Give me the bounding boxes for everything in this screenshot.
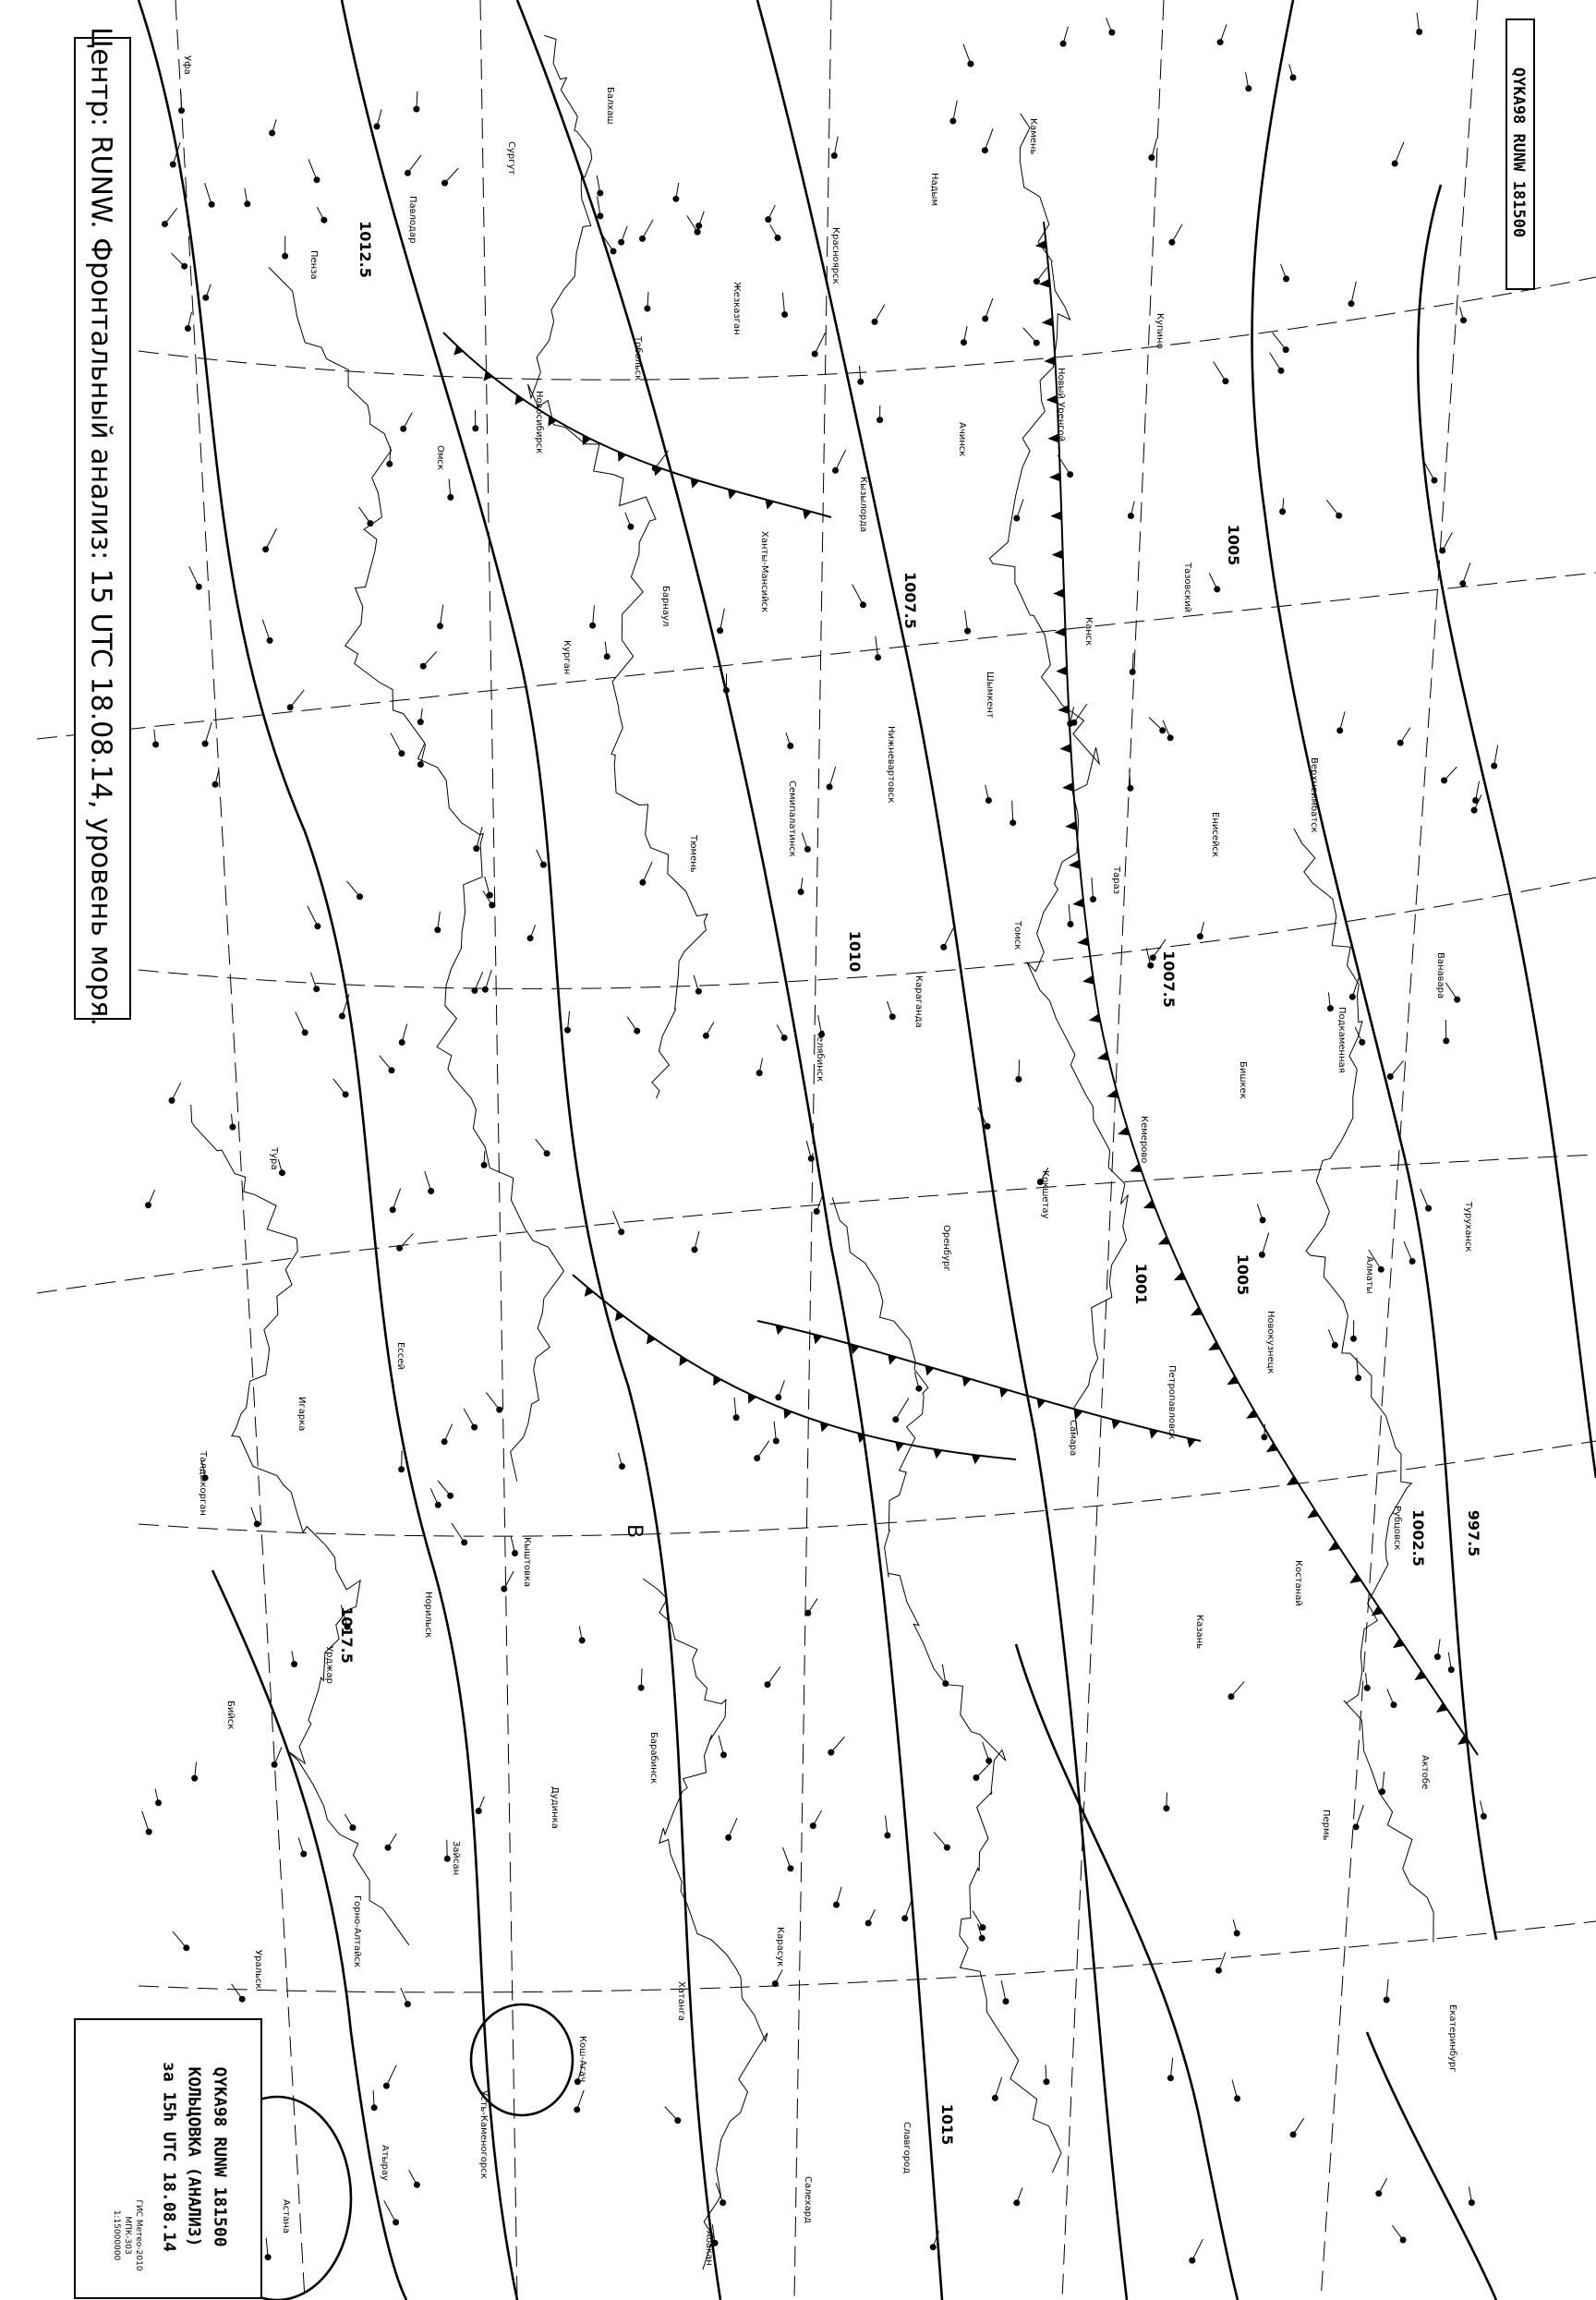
station-label: Усть-Каменогорск — [478, 2090, 489, 2179]
station-label: Красноярск — [830, 227, 840, 284]
station-label: Талдыкорган — [198, 1451, 208, 1516]
station-label: Зайсан — [451, 1841, 461, 1876]
station-label: Игарка — [296, 1397, 307, 1432]
station-dot — [1013, 2199, 1020, 2206]
isobar-label: 1007.5 — [1160, 950, 1178, 1008]
station-dot — [146, 1829, 152, 1835]
station-label: Норильск — [423, 1592, 433, 1639]
station-dot — [1460, 317, 1467, 323]
station-label: Ванавара — [1435, 952, 1445, 999]
info-scale: 1:15000000 — [112, 2209, 121, 2261]
station-dot — [1260, 1217, 1266, 1223]
station-dot — [930, 2244, 937, 2250]
station-label: Верхнеимбатск — [1309, 757, 1319, 833]
station-dot — [1197, 933, 1203, 939]
pressure-center-label: В — [623, 1524, 646, 1539]
info-credit-2: МПК-303 — [123, 2216, 132, 2255]
station-dot — [985, 1123, 991, 1130]
station-dot — [1432, 478, 1438, 484]
station-label: Ханты-Мансийск — [759, 531, 769, 613]
station-dot — [1375, 2190, 1382, 2197]
station-dot — [812, 351, 818, 357]
station-label: Карасук — [775, 1927, 785, 1967]
station-label: Томск — [1012, 921, 1022, 950]
station-dot — [279, 1169, 285, 1176]
station-dot — [775, 235, 781, 241]
station-dot — [169, 1097, 175, 1104]
station-dot — [719, 2199, 726, 2206]
station-label: Нижневартовск — [886, 726, 896, 804]
station-dot — [1290, 2131, 1297, 2137]
wind-barb — [181, 92, 182, 110]
station-label: Тобольск — [633, 336, 643, 381]
station-label: Ессей — [395, 1342, 405, 1370]
station-dot — [832, 467, 839, 474]
station-label: Урджар — [324, 1646, 334, 1684]
station-label: Туруханск — [1463, 1202, 1473, 1253]
wind-barb — [447, 1840, 448, 1858]
station-dot — [461, 1539, 467, 1545]
station-dot — [787, 743, 793, 749]
isobar-label: 1002.5 — [1409, 1509, 1427, 1567]
station-label: Казань — [1194, 1615, 1204, 1650]
station-dot — [618, 239, 624, 246]
station-dot — [202, 741, 209, 747]
station-label: Пермь — [1321, 1810, 1331, 1841]
station-label: Пенза — [308, 250, 319, 280]
station-label: Горно-Алтайск — [352, 1895, 362, 1968]
station-dot — [872, 319, 878, 325]
station-label: Павлодар — [407, 196, 417, 244]
station-dot — [435, 1502, 441, 1508]
station-label: Славгород — [901, 2122, 912, 2174]
station-label: Семипалатинск — [787, 781, 797, 857]
station-dot — [267, 637, 273, 644]
station-dot — [889, 1013, 896, 1020]
isobar-label: 1010 — [846, 930, 864, 973]
station-label: Тура — [269, 1147, 279, 1170]
station-label: Рубцовск — [1392, 1506, 1402, 1551]
station-dot — [833, 1902, 840, 1908]
station-label: Шымкент — [985, 672, 995, 719]
station-label: Костанай — [1293, 1560, 1303, 1606]
station-dot — [652, 466, 659, 472]
station-dot — [1336, 727, 1343, 733]
station-dot — [992, 2095, 998, 2101]
station-dot — [476, 1808, 482, 1814]
station-dot — [1214, 586, 1220, 592]
station-label: Канск — [1083, 617, 1094, 647]
station-label: Сургут — [506, 141, 516, 176]
station-dot — [1283, 275, 1289, 282]
station-label: Кемерово — [1139, 1116, 1149, 1164]
station-dot — [1290, 75, 1297, 81]
isobar-label: 1012.5 — [357, 221, 374, 278]
station-dot — [512, 1550, 518, 1556]
map-title: Центр: RUNW. Фронтальный анализ: 15 UTC 18.08.14, уровень моря. — [84, 27, 117, 1026]
isobar-label: 1005 — [1234, 1253, 1251, 1296]
info-credit-1: ГИС Метео-2010 — [134, 2199, 143, 2271]
station-label: Уральск — [253, 1950, 263, 1990]
station-label: Атырау — [380, 2145, 390, 2181]
station-label: Новосибирск — [534, 391, 544, 454]
info-line-3: за 15h UTC 18.08.14 — [159, 2062, 179, 2252]
station-dot — [985, 797, 992, 804]
station-label: Салехард — [803, 2176, 813, 2223]
station-dot — [1070, 720, 1077, 726]
station-dot — [725, 1834, 732, 1841]
station-dot — [985, 1758, 992, 1764]
station-dot — [860, 601, 866, 608]
wind-barb — [402, 1450, 403, 1469]
station-dot — [754, 1455, 760, 1461]
wind-barb — [1445, 1020, 1446, 1041]
station-label: Хатанга — [676, 1981, 686, 2021]
station-dot — [302, 1029, 308, 1035]
station-dot — [695, 223, 702, 229]
station-dot — [1471, 807, 1478, 814]
station-label: Курган — [562, 640, 572, 675]
station-dot — [212, 781, 219, 788]
station-dot — [367, 520, 373, 527]
bulletin-header: QYKA98 RUNW 181500 — [1509, 67, 1528, 238]
station-label: Кызылорда — [858, 477, 868, 533]
station-dot — [202, 295, 209, 301]
station-label: Омск — [435, 445, 445, 470]
station-label: Новокузнецк — [1265, 1311, 1276, 1374]
info-line-2: КОЛЬЦОВКА (АНАЛИЗ) — [184, 2066, 204, 2247]
wind-barb — [1019, 1059, 1020, 1079]
station-label: Абакан — [704, 2231, 714, 2266]
station-label: Енисейск — [1210, 812, 1220, 858]
station-label: Кыштовка — [522, 1537, 532, 1588]
station-dot — [390, 1206, 396, 1213]
station-label: Актобе — [1420, 1755, 1430, 1790]
station-dot — [398, 750, 405, 757]
station-dot — [471, 987, 478, 994]
wind-barb — [1264, 1424, 1265, 1437]
isobar-label: 1007.5 — [901, 572, 919, 629]
isobar-label: 1005 — [1225, 524, 1242, 566]
station-dot — [967, 61, 973, 67]
station-label: Барнаул — [660, 586, 671, 627]
station-label: Астана — [281, 2199, 291, 2233]
info-line-1: QYKA98 RUNW 181500 — [210, 2066, 230, 2247]
station-dot — [1147, 962, 1154, 969]
station-dot — [1259, 1252, 1265, 1258]
station-dot — [300, 1851, 307, 1858]
station-label: Тюмень — [688, 835, 698, 873]
station-label: Кокшетау — [1040, 1170, 1050, 1219]
station-label: Надым — [929, 173, 939, 207]
station-dot — [574, 2106, 580, 2112]
station-label: Челябинск — [815, 1030, 825, 1083]
station-dot — [1167, 734, 1174, 741]
station-label: Барабинск — [648, 1732, 659, 1785]
station-dot — [314, 176, 320, 183]
station-dot — [692, 1246, 698, 1253]
station-label: Купино — [1155, 313, 1165, 349]
isobar-label: 1015 — [938, 2103, 956, 2146]
station-dot — [473, 845, 479, 852]
station-label: Жезказган — [732, 282, 742, 335]
station-label: Ачинск — [957, 422, 967, 457]
station-label: Бийск — [225, 1701, 236, 1730]
station-dot — [428, 1188, 434, 1194]
station-dot — [314, 923, 320, 929]
wind-barb — [484, 1151, 485, 1165]
station-label: Тараз — [1111, 866, 1121, 895]
station-dot — [979, 1924, 985, 1931]
station-dot — [399, 1039, 405, 1046]
station-label: Балхаш — [605, 87, 615, 125]
station-label: Оренбург — [941, 1225, 951, 1272]
station-dot — [350, 1824, 357, 1831]
station-dot — [1222, 378, 1228, 384]
station-label: Дудинка — [550, 1786, 560, 1829]
station-label: Екатеринбург — [1447, 2004, 1457, 2073]
station-label: Караганда — [913, 975, 924, 1028]
isobar-label: 1017.5 — [338, 1606, 356, 1664]
station-dot — [703, 1033, 709, 1039]
station-label: Петропавловск — [1167, 1365, 1177, 1440]
isobar-label: 997.5 — [1465, 1509, 1482, 1557]
station-dot — [400, 426, 406, 432]
station-label: Самара — [1068, 1420, 1078, 1457]
station-label: Новый Уренгой — [1056, 368, 1066, 442]
station-label: Алматы — [1364, 1256, 1374, 1294]
station-dot — [272, 1761, 278, 1768]
station-dot — [417, 761, 424, 768]
station-label: Подкаменная — [1336, 1007, 1347, 1073]
pressure-centers — [623, 1524, 646, 1538]
station-dot — [1234, 1931, 1240, 1937]
station-dot — [639, 879, 646, 886]
station-label: Уфа — [182, 55, 192, 75]
isobar-label: 1001 — [1132, 1263, 1150, 1305]
station-label: Камень — [1028, 118, 1038, 155]
station-dot — [982, 147, 988, 153]
station-label: Кош-Агач — [577, 2036, 587, 2083]
station-label: Бишкек — [1238, 1061, 1248, 1099]
station-label: Тазовский — [1182, 563, 1192, 613]
station-dot — [804, 846, 811, 853]
